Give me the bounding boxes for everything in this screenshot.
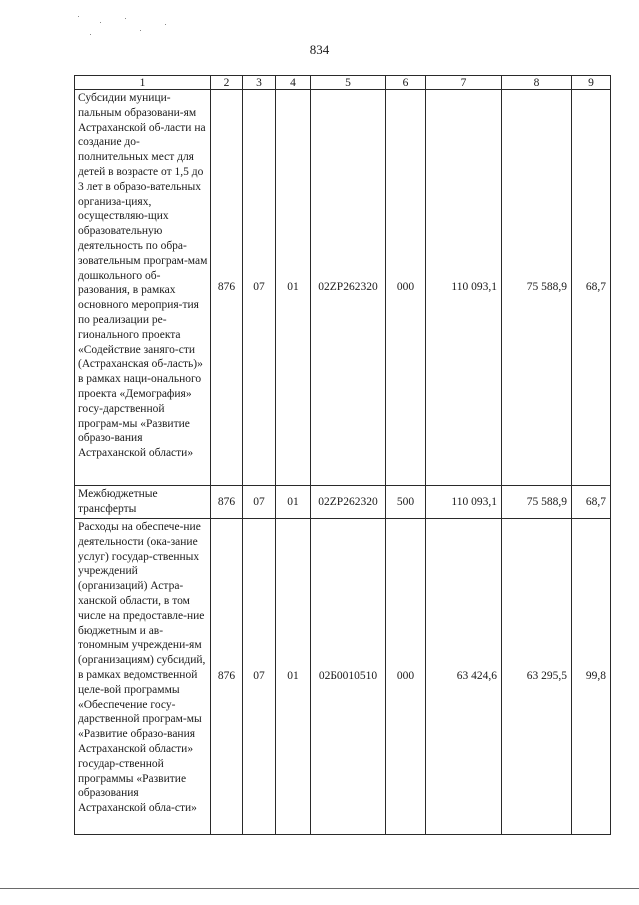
budget-table — [74, 75, 611, 835]
scan-specks — [70, 12, 190, 42]
table-row — [75, 90, 611, 486]
cell-target-article: 02ZP262320 — [311, 486, 386, 519]
cell-percent: 68,7 — [572, 90, 611, 486]
cell-executed: 75 588,9 — [502, 486, 572, 519]
header-cell: 4 — [276, 76, 311, 90]
cell-target-article: 02ZP262320 — [311, 90, 386, 486]
row-description: Субсидии муници-пальным образовани-ям Астраханской об-ласти на создание до-полнительных мест для детей в возрасте от 1,5 до 3 лет в образо-вательных организа-циях, осуществляю-щих образовательную деятельность по обра-зовательным програм-мам дошкольного об-разования, в рамках основного мероприя-тия по реализации ре-гионального проекта «Содействие заняго-сти (Астраханская об-ласть)» в рамках наци-онального проекта «Демография» госу-дарственной програм-мы «Развитие образо-вания Астраханской области» — [75, 90, 211, 486]
cell-ministry-code: 876 — [211, 519, 243, 835]
header-cell: 2 — [211, 76, 243, 90]
scan-edge-line — [0, 888, 639, 889]
table-header-row — [75, 76, 611, 90]
header-cell: 5 — [311, 76, 386, 90]
row-description: Расходы на обеспече-ние деятельности (ока-зание услуг) государ-ственных учреждений (организаций) Астра-ханской области, в том числе на предоставле-ние бюджетным и ав-тономным учреждени-ям (организациям) субсидий, в рамках ведомственной целе-вой программы «Обеспечение госу-дарственной програм-мы «Развитие образо-вания Астраханской области» государ-ственной программы «Развитие образования Астраханской обла-сти» — [75, 519, 211, 835]
cell-subsection: 01 — [276, 90, 311, 486]
row-description: Межбюджетные трансферты — [75, 486, 211, 519]
page-number: 834 — [309, 42, 330, 57]
cell-planned: 110 093,1 — [426, 486, 502, 519]
cell-planned: 63 424,6 — [426, 519, 502, 835]
cell-expense-type: 000 — [386, 519, 426, 835]
cell-percent: 68,7 — [572, 486, 611, 519]
cell-ministry-code: 876 — [211, 90, 243, 486]
cell-expense-type: 500 — [386, 486, 426, 519]
header-cell: 7 — [426, 76, 502, 90]
header-cell: 3 — [243, 76, 276, 90]
cell-target-article: 02Б0010510 — [311, 519, 386, 835]
table-row — [75, 486, 611, 519]
cell-subsection: 01 — [276, 519, 311, 835]
table-row — [75, 519, 611, 835]
cell-executed: 63 295,5 — [502, 519, 572, 835]
cell-section: 07 — [243, 90, 276, 486]
cell-ministry-code: 876 — [211, 486, 243, 519]
cell-section: 07 — [243, 486, 276, 519]
cell-planned: 110 093,1 — [426, 90, 502, 486]
header-cell: 8 — [502, 76, 572, 90]
cell-expense-type: 000 — [386, 90, 426, 486]
header-cell: 6 — [386, 76, 426, 90]
cell-percent: 99,8 — [572, 519, 611, 835]
header-cell: 1 — [75, 76, 211, 90]
cell-section: 07 — [243, 519, 276, 835]
header-cell: 9 — [572, 76, 611, 90]
cell-executed: 75 588,9 — [502, 90, 572, 486]
cell-subsection: 01 — [276, 486, 311, 519]
